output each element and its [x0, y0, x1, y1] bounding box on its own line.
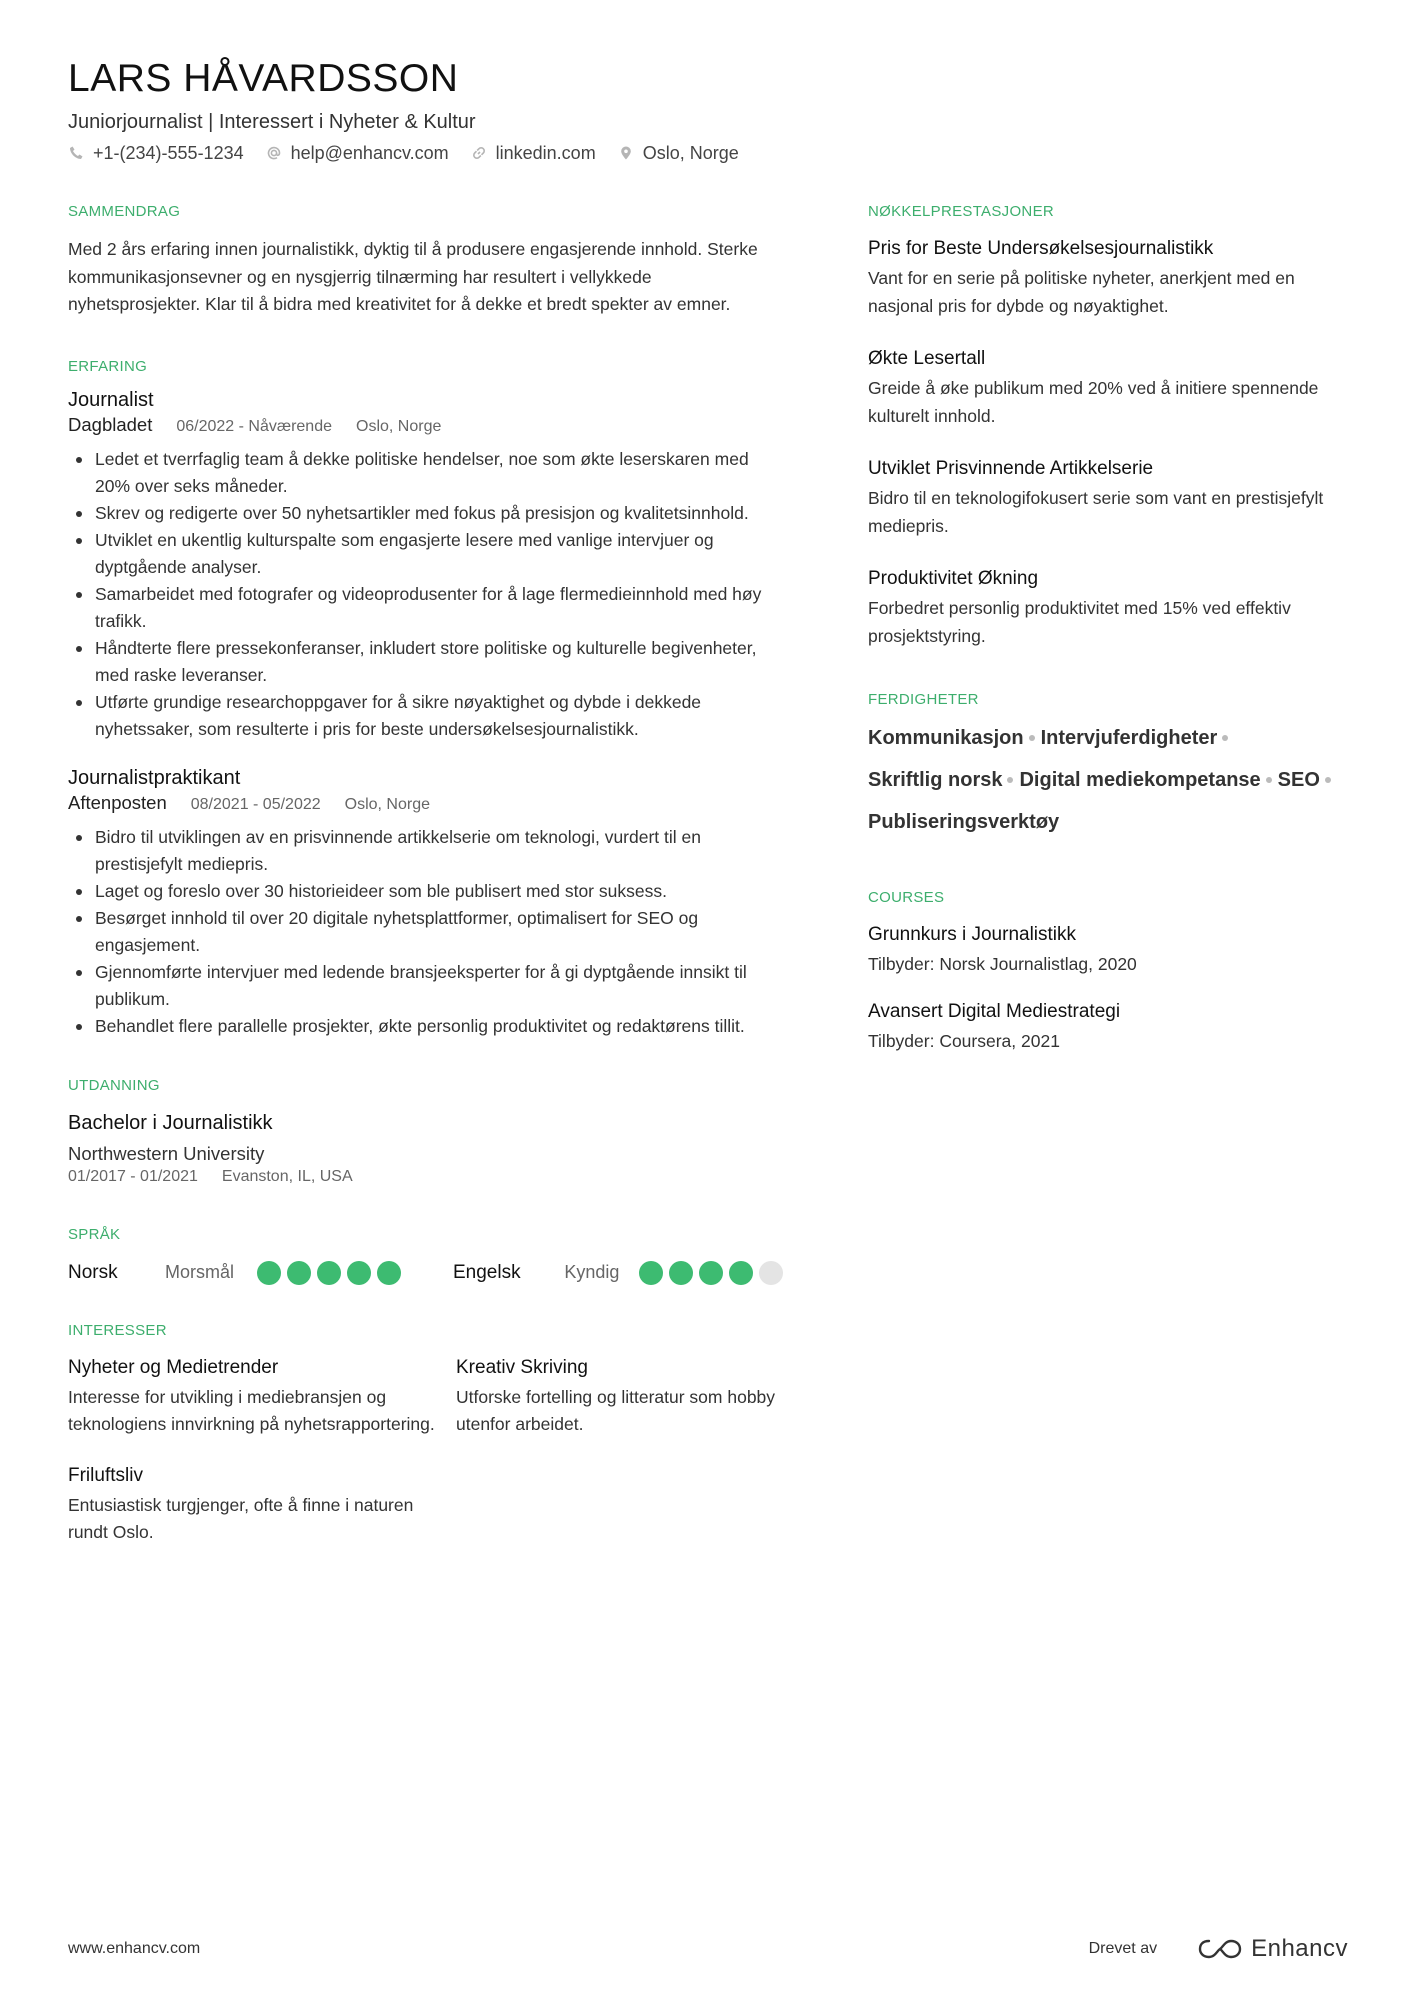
language-name: Engelsk — [453, 1261, 521, 1283]
candidate-name: LARS HÅVARDSSON — [68, 57, 459, 100]
course-item — [868, 922, 1348, 977]
education-location: Evanston, IL, USA — [221, 1167, 353, 1185]
job-location: Oslo, Norge — [344, 795, 431, 813]
contact-email[interactable] — [266, 139, 449, 167]
job-bullet: Laget og foreslo over 30 historieideer som ble publisert med stor suksess. — [68, 878, 783, 905]
language-rating — [639, 1261, 783, 1285]
job-title: Journalist — [68, 388, 154, 411]
interest-item — [456, 1355, 783, 1439]
job-meta — [68, 413, 783, 439]
skill-list — [868, 718, 1348, 844]
achievement-item — [868, 456, 1348, 540]
interests-title: INTERESSER — [68, 1321, 167, 1339]
achievement-title: Produktivitet Økning — [868, 568, 1039, 589]
skill-tag: Digital mediekompetanse — [1019, 769, 1261, 791]
rating-dot-empty — [759, 1261, 783, 1285]
achievement-title: Pris for Beste Undersøkelsesjournalistikk — [868, 238, 1214, 259]
interest-title: Nyheter og Medietrender — [68, 1356, 279, 1378]
contact-linkedin[interactable] — [471, 139, 596, 167]
course-title: Grunnkurs i Journalistikk — [868, 924, 1077, 945]
education-dates: 01/2017 - 01/2021 — [68, 1167, 198, 1185]
course-provider: Tilbyder: Norsk Journalistlag, 2020 — [868, 954, 1137, 974]
contact-phone-text: +1-(234)-555-1234 — [93, 143, 244, 163]
languages-title: SPRÅK — [68, 1225, 121, 1243]
job-bullets — [68, 824, 783, 1040]
summary-section — [68, 202, 783, 319]
rating-dot-filled — [347, 1261, 371, 1285]
education-title: UTDANNING — [68, 1076, 160, 1094]
skills-title: FERDIGHETER — [868, 691, 979, 708]
interest-desc: Entusiastisk turgjenger, ofte å finne i naturen rundt Oslo. — [68, 1494, 414, 1542]
rating-dot-filled — [257, 1261, 281, 1285]
education-school: Northwestern University — [68, 1142, 265, 1164]
skill-separator — [1007, 777, 1013, 783]
at-icon — [266, 145, 282, 161]
rating-dot-filled — [669, 1261, 693, 1285]
rating-dot-filled — [639, 1261, 663, 1285]
achievements-title: NØKKELPRESTASJONER — [868, 203, 1055, 220]
language-level: Morsmål — [165, 1262, 235, 1282]
course-title: Avansert Digital Mediestrategi — [868, 1001, 1121, 1022]
job-bullet: Utførte grundige researchoppgaver for å sikre nøyaktighet og dybde i dekkede nyhetssaker, som resulterte i pris for beste undersøkelsesjournalistikk. — [68, 689, 783, 743]
location-pin-icon — [618, 145, 634, 161]
interest-title: Friluftsliv — [68, 1464, 143, 1486]
achievements-section — [868, 202, 1348, 650]
job-company: Aftenposten — [68, 791, 167, 813]
job-entry — [68, 387, 783, 743]
contact-linkedin-text: linkedin.com — [495, 143, 596, 163]
skill-tag: Kommunikasjon — [868, 727, 1024, 749]
language-list — [68, 1261, 783, 1285]
job-location: Oslo, Norge — [356, 417, 442, 435]
contact-phone[interactable] — [68, 139, 244, 167]
skill-separator — [1266, 777, 1272, 783]
resume-header — [68, 54, 1348, 167]
language-item — [453, 1261, 783, 1285]
achievement-title: Økte Lesertall — [868, 348, 986, 369]
rating-dot-filled — [287, 1261, 311, 1285]
experience-title: ERFARING — [68, 357, 148, 375]
interest-desc: Utforske fortelling og litteratur som hobby utenfor arbeidet. — [456, 1386, 776, 1434]
right-column — [868, 202, 1348, 1092]
education-degree: Bachelor i Journalistikk — [68, 1111, 273, 1134]
brand-logo[interactable] — [1197, 1935, 1348, 1963]
interests-section — [68, 1321, 783, 1547]
interest-item — [68, 1463, 456, 1547]
job-meta — [68, 791, 783, 817]
language-item — [68, 1261, 453, 1285]
job-bullet: Samarbeidet med fotografer og videoprodusenter for å lage flermedieinnhold med høy trafikk. — [68, 581, 783, 635]
language-rating — [257, 1261, 401, 1285]
brand-name: Enhancv — [1251, 1935, 1348, 1962]
achievement-desc: Greide å øke publikum med 20% ved å initiere spennende kulturelt innhold. — [868, 378, 1319, 426]
job-bullet: Besørget innhold til over 20 digitale nyhetsplattformer, optimalisert for SEO og engasjement. — [68, 905, 783, 959]
achievement-item — [868, 346, 1348, 430]
contact-list — [68, 139, 1348, 167]
achievement-title: Utviklet Prisvinnende Artikkelserie — [868, 458, 1154, 479]
skill-tag: Skriftlig norsk — [868, 769, 1003, 791]
skill-tag: Publiseringsverktøy — [868, 811, 1060, 833]
skills-section — [868, 690, 1348, 844]
interest-desc: Interesse for utvikling i mediebransjen og teknologiens innvirkning på nyhetsrapportering. — [68, 1386, 435, 1434]
contact-location-text: Oslo, Norge — [642, 143, 739, 163]
rating-dot-filled — [317, 1261, 341, 1285]
education-section — [68, 1076, 783, 1187]
languages-section — [68, 1225, 783, 1285]
contact-location — [618, 139, 739, 167]
summary-title: SAMMENDRAG — [68, 203, 181, 220]
achievement-desc: Forbedret personlig produktivitet med 15% ved effektiv prosjektstyring. — [868, 598, 1291, 646]
courses-section — [868, 888, 1348, 1054]
job-entry — [68, 765, 783, 1040]
phone-icon — [68, 145, 84, 161]
job-bullet: Behandlet flere parallelle prosjekter, økte personlig produktivitet og redaktørens tillit. — [68, 1013, 783, 1040]
language-name: Norsk — [68, 1261, 118, 1283]
achievement-desc: Bidro til en teknologifokusert serie som vant en prestisjefylt mediepris. — [868, 488, 1324, 536]
skill-tag: Intervjuferdigheter — [1040, 727, 1218, 749]
language-level: Kyndig — [564, 1262, 620, 1282]
course-provider: Tilbyder: Coursera, 2021 — [868, 1031, 1060, 1051]
page-footer — [68, 1935, 1348, 1963]
footer-url[interactable]: www.enhancv.com — [68, 1940, 201, 1957]
job-dates: 06/2022 - Nåværende — [176, 417, 332, 435]
job-bullet: Bidro til utviklingen av en prisvinnende artikkelserie om teknologi, vurdert til en prestisjefylt mediepris. — [68, 824, 783, 878]
job-bullet: Håndterte flere pressekonferanser, inkludert store politiske og kulturelle begivenheter, med raske leveranser. — [68, 635, 783, 689]
experience-section — [68, 357, 783, 1040]
education-meta — [68, 1167, 783, 1187]
job-dates: 08/2021 - 05/2022 — [190, 795, 321, 813]
left-column — [68, 202, 783, 1585]
job-bullet: Utviklet en ukentlig kulturspalte som engasjerte lesere med vanlige intervjuer og dyptgående analyser. — [68, 527, 783, 581]
job-company: Dagbladet — [68, 413, 153, 435]
achievement-desc: Vant for en serie på politiske nyheter, anerkjent med en nasjonal pris for dybde og nøyaktighet. — [868, 268, 1295, 316]
achievement-item — [868, 236, 1348, 320]
enhancv-logo-icon — [1197, 1937, 1243, 1961]
job-title: Journalistpraktikant — [68, 766, 241, 789]
job-bullet: Ledet et tverrfaglig team å dekke politiske hendelser, noe som økte leserskaren med 20% over seks måneder. — [68, 446, 783, 500]
interest-title: Kreativ Skriving — [456, 1356, 588, 1378]
job-bullet: Skrev og redigerte over 50 nyhetsartikler med fokus på presisjon og kvalitetsinnhold. — [68, 500, 783, 527]
job-bullets — [68, 446, 783, 743]
courses-title: COURSES — [868, 889, 945, 906]
rating-dot-filled — [699, 1261, 723, 1285]
contact-email-text: help@enhancv.com — [290, 143, 449, 163]
achievement-item — [868, 566, 1348, 650]
skill-separator — [1325, 777, 1331, 783]
job-bullet: Gjennomførte intervjuer med ledende bransjeeksperter for å gi dyptgående innsikt til publikum. — [68, 959, 783, 1013]
powered-by — [1089, 1935, 1348, 1963]
summary-text: Med 2 års erfaring innen journalistikk, dyktig til å produsere engasjerende innhold. Sterke kommunikasjonsevner og en nysgjerrig tilnærming har resultert i vellykkede nyhetsprosjekter. Klar til å bidra med kreativitet for å dekke et bredt spekter av emner. — [68, 239, 758, 314]
rating-dot-filled — [729, 1261, 753, 1285]
interest-item — [68, 1355, 456, 1439]
rating-dot-filled — [377, 1261, 401, 1285]
link-icon — [471, 145, 487, 161]
powered-by-label: Drevet av — [1088, 1940, 1158, 1957]
candidate-headline: Juniorjournalist | Interessert i Nyheter & Kultur — [68, 111, 476, 133]
skill-separator — [1029, 735, 1035, 741]
course-item — [868, 999, 1348, 1054]
skill-tag: SEO — [1277, 769, 1320, 791]
skill-separator — [1222, 735, 1228, 741]
interest-list — [68, 1355, 783, 1547]
